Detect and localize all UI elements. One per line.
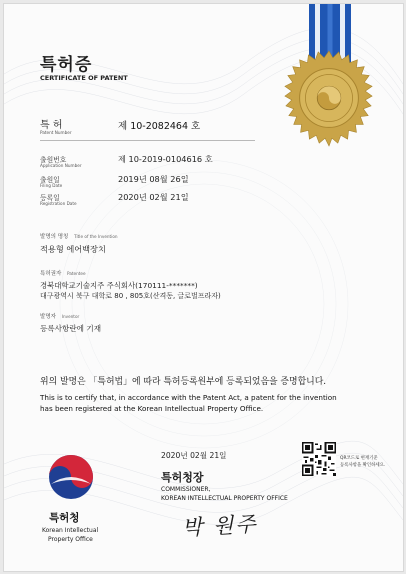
invention-label-korean: 발명의 명칭	[40, 234, 69, 240]
inventor-label-korean: 발명자	[40, 314, 56, 320]
inventor-label	[40, 312, 79, 320]
patentee-label-korean: 특허권자	[40, 271, 62, 277]
certification-english-line1: This is to certify that, in accordance with the Patent Act, a patent for the invention	[40, 393, 337, 402]
title-korean: 특허증	[40, 55, 93, 75]
inventor-label-english: Inventor	[61, 314, 80, 319]
certification-korean: 위의 발명은 「특허법」에 따라 특허등록원부에 등록되었음을 증명합니다.	[40, 377, 327, 387]
commissioner-english-1: COMMISSIONER,	[161, 486, 211, 493]
filing-date: 2019년 08월 26일	[118, 174, 189, 184]
invention-label	[40, 232, 118, 240]
application-label-english: Application Number	[40, 163, 82, 168]
office-name-english-1: Korean Intellectual	[42, 527, 99, 534]
registration-date: 2020년 02월 21일	[118, 192, 189, 202]
issue-date: 2020년 02월 21일	[161, 451, 227, 460]
title-english: CERTIFICATE OF PATENT	[40, 74, 128, 82]
commissioner-signature: 박 원주	[181, 512, 259, 540]
patentee-label-english: Patentee	[67, 271, 86, 276]
registration-date-label-english: Registration Date	[40, 201, 77, 206]
inventor-value: 등록사항란에 기재	[40, 324, 102, 333]
commissioner-title: 특허청장	[161, 471, 204, 484]
patent-label: 특 허	[40, 120, 63, 131]
kipo-logo-icon	[48, 454, 94, 500]
certificate-page	[3, 3, 404, 572]
filing-date-label: 출원일	[40, 176, 60, 184]
invention-label-english: Title of the Invention	[74, 234, 118, 239]
gold-seal-icon	[280, 50, 378, 148]
qr-note-line1: QR코드로 현재기준	[340, 456, 378, 461]
office-name-korean: 특허청	[49, 512, 80, 524]
certification-english-line2: has been registered at the Korean Intellectual Property Office.	[40, 404, 264, 413]
commissioner-english-2: KOREAN INTELLECTUAL PROPERTY OFFICE	[161, 495, 288, 502]
application-label: 출원번호	[40, 156, 67, 164]
divider	[40, 140, 255, 141]
office-name-english-2: Property Office	[48, 536, 93, 543]
qr-code-icon[interactable]	[302, 442, 336, 476]
patentee-address: 대구광역시 북구 대학로 80 , 805호(산격동, 글로벌프라자)	[40, 292, 221, 300]
patent-number: 제 10-2082464 호	[118, 121, 201, 132]
filing-date-label-english: Filing Date	[40, 183, 63, 188]
invention-title: 적용형 에어백장치	[40, 244, 106, 254]
application-number: 제 10-2019-0104616 호	[118, 154, 213, 164]
qr-note-line2: 등록사항을 확인하세요.	[340, 463, 386, 468]
registration-date-label: 등록일	[40, 194, 60, 202]
patentee-label	[40, 269, 86, 277]
patent-label-english: Patent Number	[40, 130, 72, 135]
patentee-name: 경북대학교기술지주 주식회사(170111-*******)	[40, 281, 198, 290]
